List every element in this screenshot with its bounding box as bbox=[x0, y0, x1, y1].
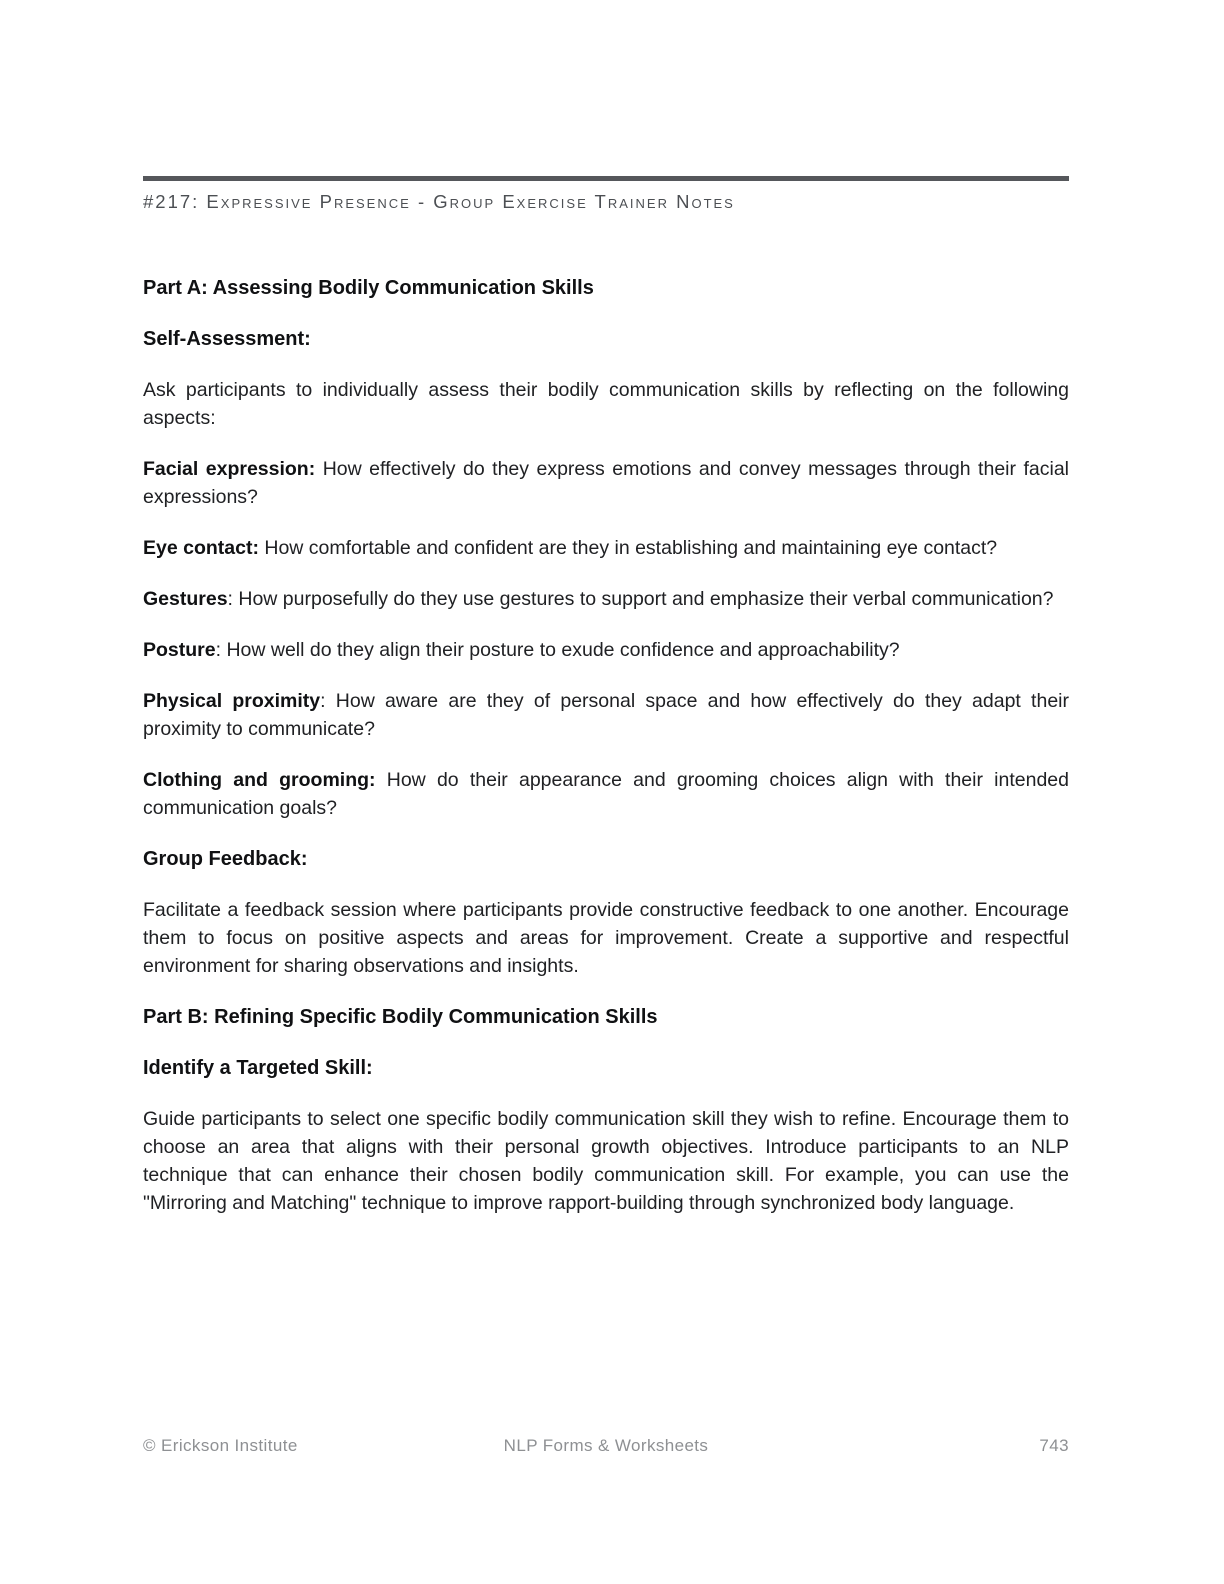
paragraph-text: : How aware are they of personal space and how effectively do they adapt their proximity to communicate? bbox=[143, 690, 1069, 740]
paragraph-lead: Facial expression: bbox=[143, 458, 316, 480]
footer-copyright: © Erickson Institute bbox=[143, 1436, 298, 1455]
paragraph-text: Guide participants to select one specific bodily communication skill they wish to refine. Encourage them to choose an area that aligns with their personal growth objectives. Introduce participants to an NLP technique that can enhance their chosen bodily communication skill. For example, you can use the "Mirroring and Matching" technique to improve rapport-building through synchronized body language. bbox=[143, 1108, 1069, 1214]
paragraph-eye-contact bbox=[143, 534, 1069, 562]
paragraph-text: : How purposefully do they use gestures to support and emphasize their verbal communication? bbox=[227, 588, 1054, 610]
paragraph-lead: Eye contact: bbox=[143, 537, 259, 559]
paragraph-lead: Physical proximity bbox=[143, 690, 321, 712]
heading-part-b: Part B: Refining Specific Bodily Communication Skills bbox=[143, 1006, 658, 1028]
heading-self-assessment: Self-Assessment: bbox=[143, 328, 311, 350]
paragraph-identify-skill bbox=[143, 1105, 1069, 1217]
paragraph-text: How effectively do they express emotions and convey messages through their facial expressions? bbox=[143, 458, 1069, 508]
heading-identify-skill: Identify a Targeted Skill: bbox=[143, 1057, 373, 1079]
paragraph-text: : How well do they align their posture to exude confidence and approachability? bbox=[215, 639, 900, 661]
paragraph-intro bbox=[143, 376, 1069, 432]
paragraph-physical-proximity bbox=[143, 687, 1069, 743]
footer-title: NLP Forms & Worksheets bbox=[503, 1436, 709, 1455]
paragraph-posture bbox=[143, 636, 1069, 664]
heading-group-feedback: Group Feedback: bbox=[143, 848, 308, 870]
footer-page-number: 743 bbox=[1039, 1436, 1069, 1455]
paragraph-text: Ask participants to individually assess their bodily communication skills by reflecting on the following aspects: bbox=[143, 379, 1069, 429]
paragraph-text: Facilitate a feedback session where participants provide constructive feedback to one another. Encourage them to focus on positive aspects and areas for improvement. Create a supportive and respectful environment for sharing observations and insights. bbox=[143, 899, 1069, 977]
paragraph-facial-expression bbox=[143, 455, 1069, 511]
header-rule bbox=[143, 176, 1069, 181]
page-footer bbox=[143, 1436, 1069, 1456]
paragraph-clothing-grooming bbox=[143, 766, 1069, 822]
page-content bbox=[143, 176, 1069, 1240]
paragraph-text: How do their appearance and grooming choices align with their intended communication goals? bbox=[143, 769, 1069, 819]
paragraph-lead: Gestures bbox=[143, 588, 228, 610]
paragraph-lead: Clothing and grooming: bbox=[143, 769, 376, 791]
paragraph-lead: Posture bbox=[143, 639, 216, 661]
paragraph-group-feedback bbox=[143, 896, 1069, 980]
page-kicker-title: #217: Expressive Presence - Group Exercise Trainer Notes bbox=[143, 191, 735, 212]
paragraph-gestures bbox=[143, 585, 1069, 613]
heading-part-a: Part A: Assessing Bodily Communication Skills bbox=[143, 277, 594, 299]
paragraph-text: How comfortable and confident are they in establishing and maintaining eye contact? bbox=[258, 537, 998, 559]
